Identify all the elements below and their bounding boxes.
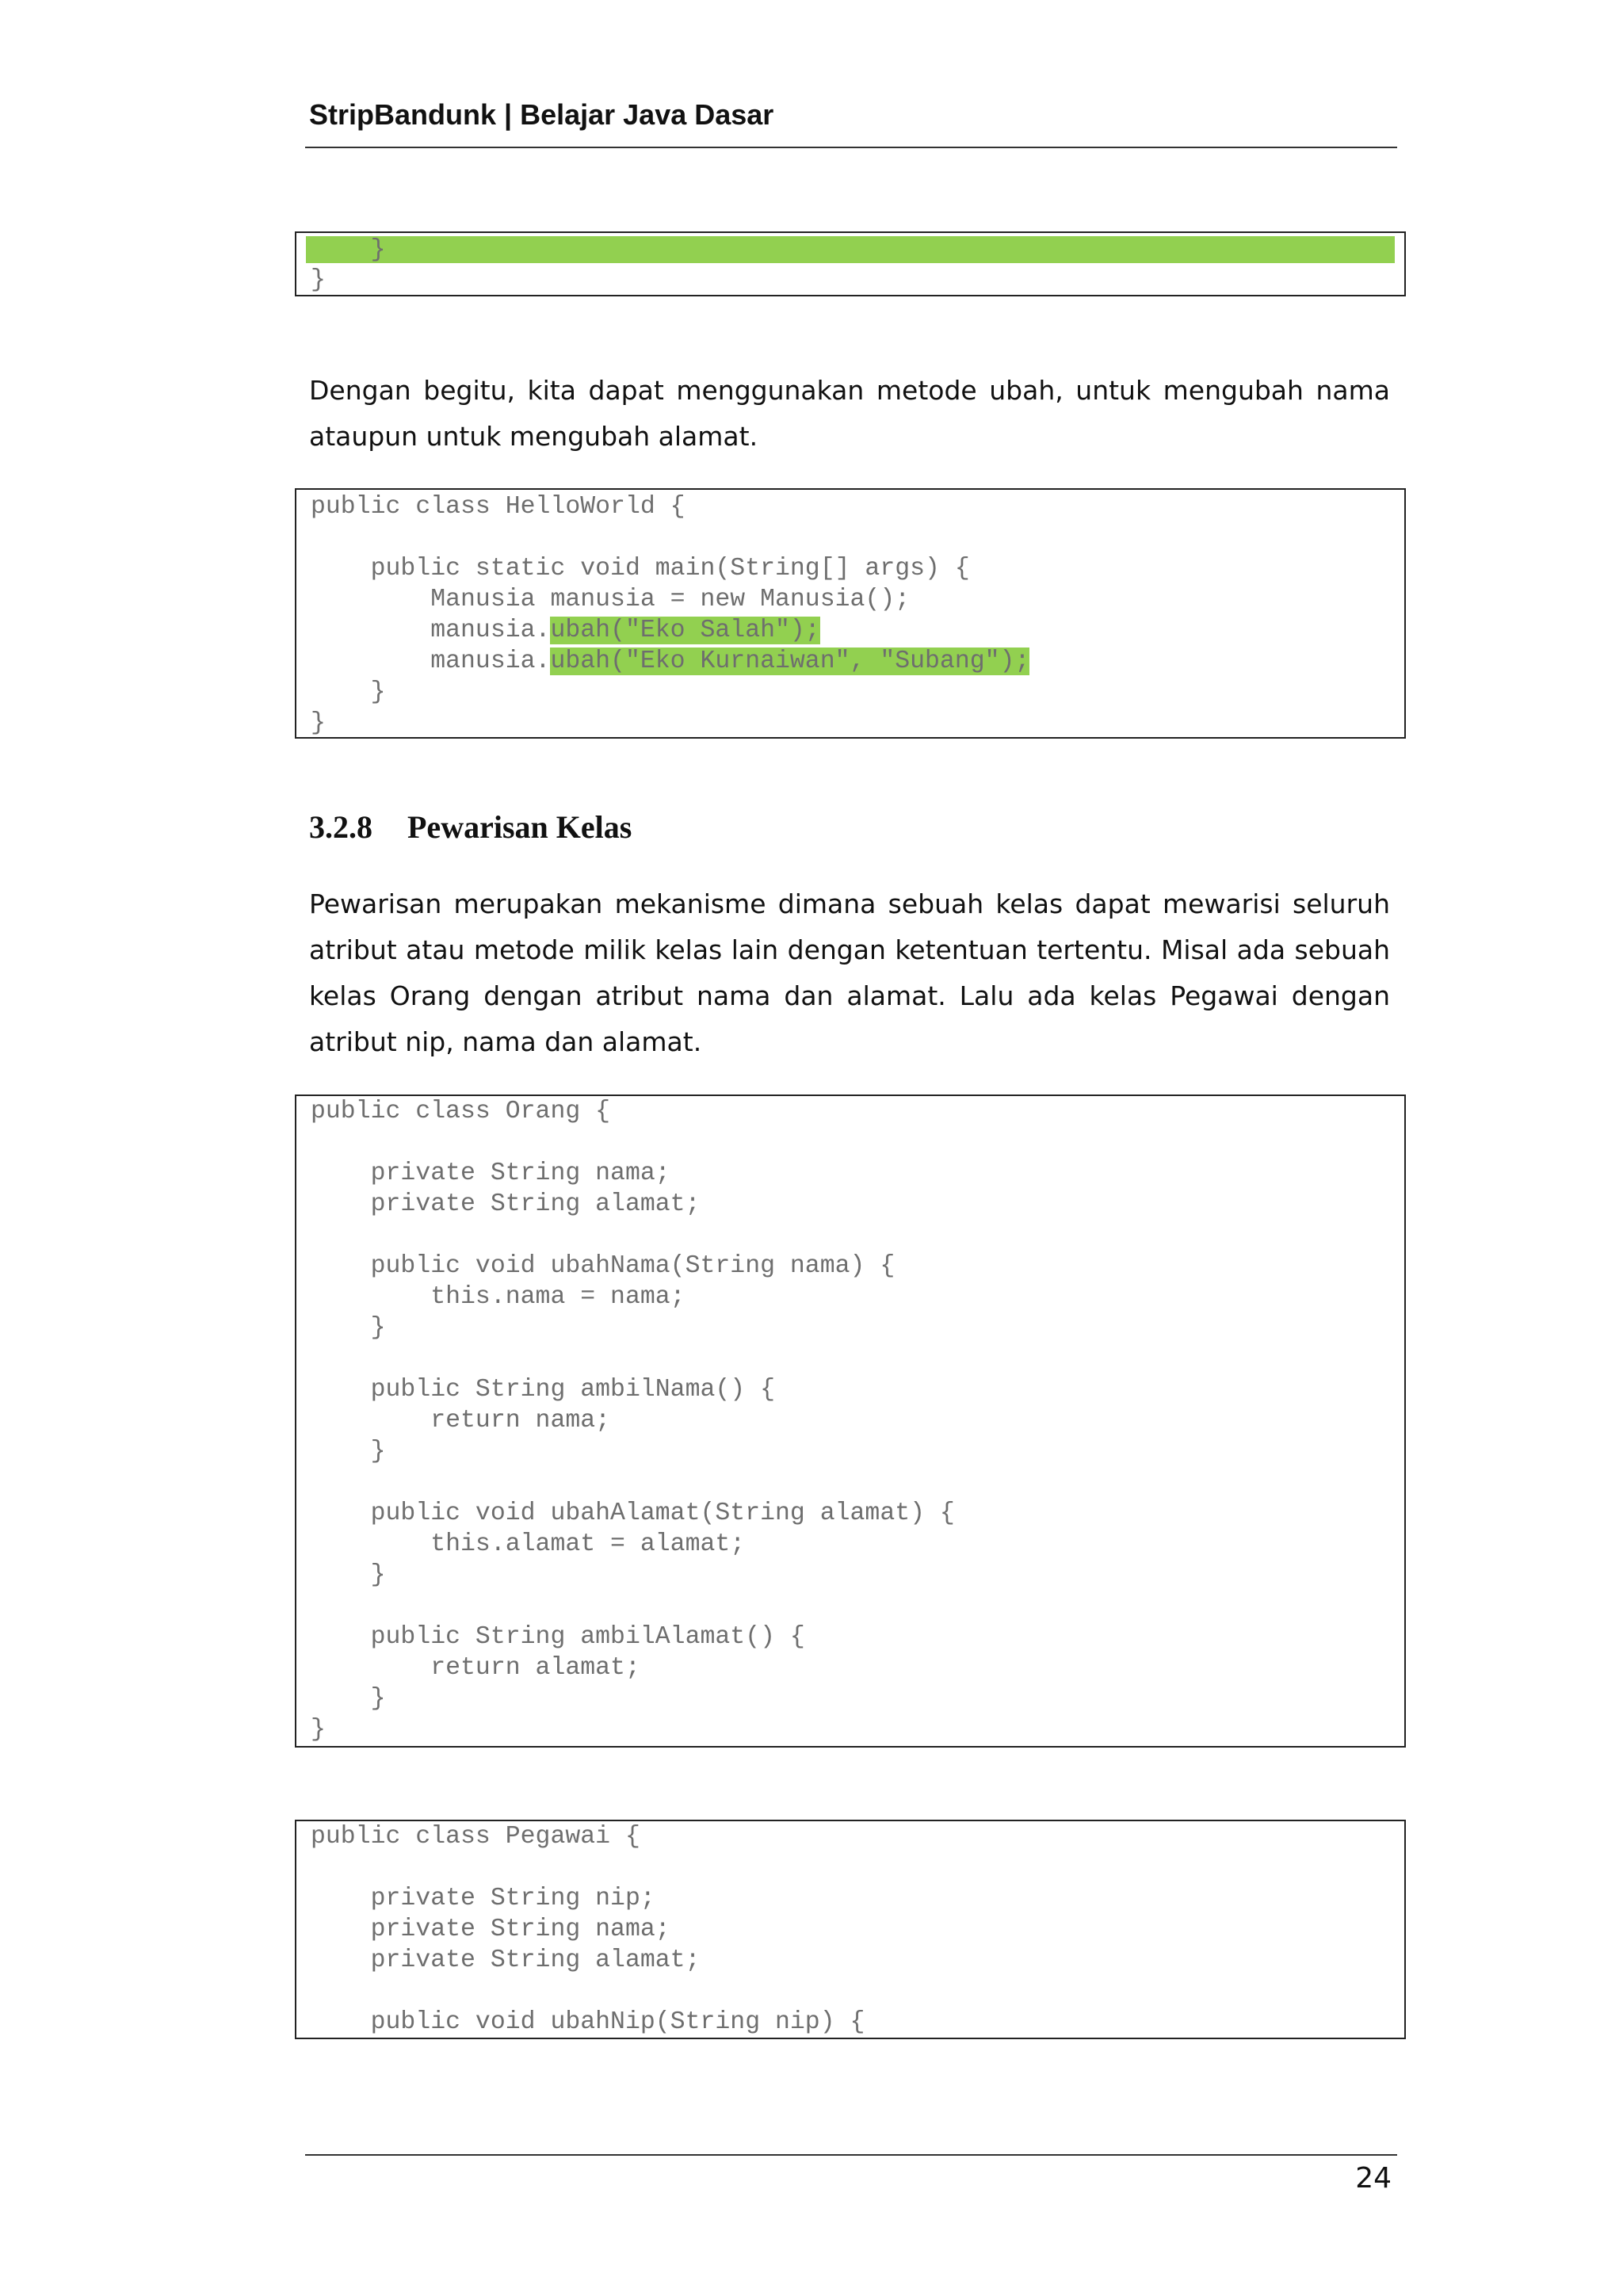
- paragraph-ubah-method: Dengan begitu, kita dapat menggunakan metode ubah, untuk mengubah nama ataupun untuk mengubah alamat.: [309, 375, 1390, 452]
- code-pegawai: public class Pegawai { private String nip; private String nama; private String alamat; public void ubahNip(String nip) {: [311, 1823, 865, 2036]
- code-block-orang: [295, 1095, 1406, 1748]
- page-number: 24: [1355, 2162, 1392, 2195]
- header-divider: [305, 147, 1397, 148]
- code-segment: manusia.: [430, 648, 551, 675]
- code-segment: } }: [311, 678, 386, 737]
- code-helloworld: [311, 491, 1029, 739]
- highlighted-line: [306, 236, 1395, 263]
- code-segment: public class HelloWorld { public static void main(String[] args) { Manusia manusia = new Manusia(); manusia.: [311, 493, 970, 644]
- section-title: Pewarisan Kelas: [407, 809, 632, 845]
- running-header-title: StripBandunk | Belajar Java Dasar: [309, 98, 774, 131]
- highlighted-code-segment: ubah("Eko Salah");: [550, 617, 820, 644]
- code-highlighted-brace: }: [311, 236, 386, 264]
- code-closing-brace: }: [311, 266, 326, 294]
- code-block-closing: [295, 231, 1406, 296]
- code-block-helloworld: [295, 488, 1406, 739]
- code-block-pegawai: [295, 1820, 1406, 2039]
- section-heading: [309, 808, 632, 846]
- highlighted-code-segment: ubah("Eko Kurnaiwan", "Subang");: [550, 648, 1030, 675]
- section-number: 3.2.8: [309, 809, 372, 845]
- code-orang: public class Orang { private String nama; private String alamat; public void ubahNama(String nama) { this.nama = nama; } public String ambilNama() { return nama; } public void ubahAlamat(String alamat) { this.alamat = alamat; } public String ambilAlamat() { return alamat; } }: [311, 1098, 955, 1744]
- paragraph-pewarisan: Pewarisan merupakan mekanisme dimana sebuah kelas dapat mewarisi seluruh atribut atau metode milik kelas lain dengan ketentuan tertentu. Misal ada sebuah kelas Orang dengan atribut nama dan alamat. Lalu ada kelas Pegawai dengan atribut nip, nama dan alamat.: [309, 888, 1390, 1057]
- footer-divider: [305, 2154, 1397, 2156]
